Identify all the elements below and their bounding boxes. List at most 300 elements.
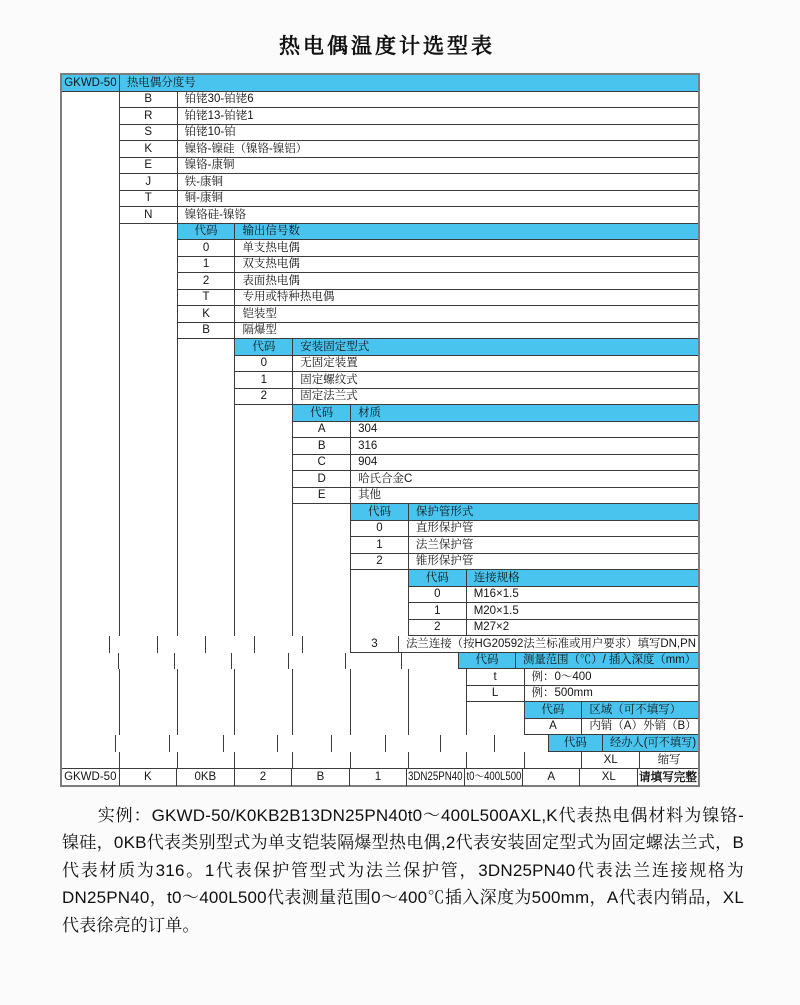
table-row (62, 372, 698, 389)
table-row (62, 306, 698, 323)
example-cell-text: A (547, 771, 556, 784)
indent-cell (467, 702, 525, 719)
desc-cell-text: 法兰保护管 (415, 538, 474, 551)
code-header-cell (409, 570, 467, 587)
code-cell (351, 537, 409, 554)
desc-cell-text: 专用或特种热电偶 (242, 291, 335, 304)
indent-cell (351, 620, 409, 637)
indent-cell (178, 554, 236, 571)
indent-cell (235, 686, 293, 703)
indent-cell (235, 488, 293, 505)
indent-cell (62, 570, 120, 587)
code-cell-text: t (493, 670, 497, 683)
desc-cell (351, 422, 698, 439)
block-header-label-cell-text: 区域（可不填写） (589, 703, 682, 716)
indent-cell (235, 521, 293, 538)
code-cell (120, 108, 178, 125)
desc-cell (467, 620, 698, 637)
block-header-label-cell-text: 测量范围（℃）/ 插入深度（mm） (522, 654, 697, 667)
indent-cell (235, 405, 293, 422)
block-header-row-handler (62, 735, 698, 752)
indent-cell (235, 719, 293, 736)
table-row (62, 752, 698, 769)
code-cell-text: K (144, 142, 153, 155)
indent-cell (178, 620, 236, 637)
block-header-label-cell-text: 连接规格 (473, 571, 520, 584)
indent-cell (120, 471, 178, 488)
block-header-label-cell-text: 安装固定型式 (300, 340, 370, 353)
table-row (62, 273, 698, 290)
desc-cell (409, 554, 698, 571)
desc-cell (178, 92, 698, 109)
desc-cell (178, 158, 698, 175)
block-header-label-cell-text: 输出信号数 (242, 225, 300, 238)
indent-cell (409, 719, 467, 736)
indent-cell (293, 719, 351, 736)
desc-cell (351, 438, 698, 455)
desc-cell (293, 372, 698, 389)
indent-cell (293, 570, 351, 587)
desc-cell (178, 141, 698, 158)
desc-cell-text: 镍铬-康铜 (184, 159, 235, 172)
code-cell (178, 273, 236, 290)
indent-cell (467, 752, 525, 769)
code-cell-text: A (317, 423, 326, 436)
indent-cell (62, 669, 120, 686)
code-header-cell (351, 504, 409, 521)
table-row (62, 389, 698, 406)
block-header-label-cell-text: 材质 (358, 406, 382, 419)
indent-cell (62, 653, 119, 670)
indent-cell (120, 224, 178, 241)
desc-cell-text: 隔爆型 (242, 324, 277, 337)
desc-cell-text: M20×1.5 (473, 604, 519, 617)
desc-cell (640, 752, 698, 769)
code-cell-text: E (317, 489, 326, 502)
code-cell-text: C (317, 456, 326, 469)
table-row (62, 537, 698, 554)
table-row (62, 554, 698, 571)
indent-cell (120, 455, 178, 472)
indent-cell (206, 636, 254, 653)
code-header-cell (293, 405, 351, 422)
table-row (62, 587, 698, 604)
selection-table (60, 73, 700, 787)
desc-cell (582, 719, 698, 736)
indent-cell (255, 636, 303, 653)
indent-cell (332, 735, 386, 752)
desc-cell-text: 锥形保护管 (415, 555, 474, 568)
indent-cell (120, 438, 178, 455)
indent-cell (62, 471, 120, 488)
indent-cell (62, 422, 120, 439)
block-header-row-measuring-range-insertion-depth (62, 653, 698, 670)
block-header-label-cell (467, 570, 698, 587)
code-cell-text: T (202, 291, 210, 304)
indent-cell (62, 141, 120, 158)
indent-cell (293, 521, 351, 538)
code-cell-text: S (144, 126, 153, 139)
indent-cell (120, 537, 178, 554)
indent-cell (120, 554, 178, 571)
table-row (62, 174, 698, 191)
code-cell-text: 1 (202, 258, 210, 271)
code-cell (351, 521, 409, 538)
indent-cell (351, 702, 409, 719)
indent-cell (235, 537, 293, 554)
indent-cell (178, 521, 236, 538)
code-cell (293, 455, 351, 472)
indent-cell (120, 372, 178, 389)
indent-cell (116, 735, 170, 752)
table-row (62, 158, 698, 175)
indent-cell (62, 504, 120, 521)
indent-cell (235, 554, 293, 571)
desc-cell-text: 哈氏合金C (358, 472, 413, 485)
code-cell (235, 356, 293, 373)
table-row (62, 92, 698, 109)
indent-cell (409, 669, 467, 686)
desc-cell-text: 例：500mm (531, 687, 593, 700)
indent-cell (235, 669, 293, 686)
example-cell-text: 2 (259, 771, 267, 784)
block-header-label-cell (582, 702, 698, 719)
indent-cell (178, 752, 236, 769)
indent-cell (293, 537, 351, 554)
code-cell-text: 0 (434, 588, 441, 601)
indent-cell (235, 422, 293, 439)
indent-cell (62, 207, 120, 224)
code-cell (120, 191, 178, 208)
desc-cell-text: 表面热电偶 (242, 274, 300, 287)
indent-cell (293, 620, 351, 637)
code-cell (293, 438, 351, 455)
table-row (62, 521, 698, 538)
desc-cell-text: 单支热电偶 (242, 241, 300, 254)
code-cell-text: 2 (260, 390, 268, 403)
code-header-cell (235, 339, 293, 356)
table-row (62, 141, 698, 158)
indent-cell (289, 653, 346, 670)
indent-cell (120, 603, 178, 620)
indent-cell (120, 323, 178, 340)
code-cell (235, 372, 293, 389)
example-cell-text: XL (601, 771, 616, 784)
block-header-label-cell (351, 405, 698, 422)
code-cell (409, 587, 467, 604)
indent-cell (224, 735, 278, 752)
indent-cell (232, 653, 289, 670)
indent-cell (62, 455, 120, 472)
indent-cell (235, 471, 293, 488)
indent-cell (467, 719, 525, 736)
indent-cell (110, 636, 158, 653)
block-header-row-connection-spec (62, 570, 698, 587)
desc-cell (178, 108, 698, 125)
block-header-row-output-signal-count (62, 224, 698, 241)
code-cell (409, 603, 467, 620)
desc-cell (293, 389, 698, 406)
desc-cell-text: 铂铑10-铂 (184, 126, 236, 139)
indent-cell (120, 570, 178, 587)
indent-cell (178, 587, 236, 604)
indent-cell (178, 339, 236, 356)
indent-cell (120, 669, 178, 686)
indent-cell (62, 438, 120, 455)
desc-cell-text: M27×2 (473, 621, 510, 634)
table-row (62, 719, 698, 736)
indent-cell (120, 339, 178, 356)
indent-cell (62, 752, 120, 769)
table-row (62, 125, 698, 142)
page-title: 热电偶温度计选型表 (279, 35, 495, 58)
example-cell (177, 769, 235, 786)
indent-cell (293, 587, 351, 604)
desc-cell (235, 323, 698, 340)
indent-cell (120, 389, 178, 406)
code-cell (409, 620, 467, 637)
code-cell (120, 174, 178, 191)
code-cell-text: L (491, 687, 499, 700)
table-row (62, 669, 698, 686)
desc-cell (409, 537, 698, 554)
code-cell-text: 2 (376, 555, 383, 568)
table-row (62, 356, 698, 373)
indent-cell (120, 356, 178, 373)
indent-cell (120, 521, 178, 538)
indent-cell (303, 636, 351, 653)
example-code-row (62, 768, 698, 785)
code-header-cell-text: 代码 (563, 736, 587, 749)
desc-cell (351, 488, 698, 505)
indent-cell (62, 191, 120, 208)
indent-cell (120, 702, 178, 719)
table-top-header-row (62, 75, 698, 92)
indent-cell (178, 372, 236, 389)
example-cell (407, 769, 465, 786)
indent-cell (351, 686, 409, 703)
example-cell-text: GKWD-50 (64, 771, 117, 784)
indent-cell (351, 570, 409, 587)
indent-cell (120, 306, 178, 323)
indent-cell (178, 356, 236, 373)
code-header-cell (459, 653, 516, 670)
block-header-label-cell (603, 735, 698, 752)
indent-cell (62, 92, 120, 109)
indent-cell (441, 735, 495, 752)
indent-cell (62, 240, 120, 257)
desc-cell-text: 镍铬-镍硅（镍铬-镍铝） (184, 142, 308, 155)
table-row (62, 290, 698, 307)
indent-cell (351, 752, 409, 769)
desc-cell-text: 例：0～400 (531, 670, 592, 683)
desc-cell-text: 铂铑13-铂铑1 (184, 109, 254, 122)
code-cell (351, 554, 409, 571)
example-cell (523, 769, 581, 786)
indent-cell (62, 174, 120, 191)
code-cell-text: 0 (202, 241, 210, 254)
code-cell (120, 141, 178, 158)
indent-cell (62, 158, 120, 175)
code-header-cell-text: 代码 (475, 654, 499, 667)
indent-cell (120, 686, 178, 703)
desc-cell (351, 471, 698, 488)
indent-cell (178, 719, 236, 736)
code-cell-text: B (317, 439, 326, 452)
indent-cell (62, 125, 120, 142)
code-cell (178, 240, 236, 257)
code-cell (178, 290, 236, 307)
desc-cell (178, 125, 698, 142)
code-cell-text: 0 (376, 522, 383, 535)
indent-cell (409, 686, 467, 703)
desc-cell-text: 316 (358, 439, 378, 452)
desc-cell (525, 669, 699, 686)
code-cell-text: 2 (434, 621, 441, 634)
complete-note-cell (638, 769, 698, 786)
example-cell-text: t0～400L500 (466, 771, 521, 784)
table-row (62, 455, 698, 472)
code-cell-text: A (549, 720, 557, 733)
indent-cell (178, 669, 236, 686)
indent-cell (178, 702, 236, 719)
block-header-row-protection-tube-form (62, 504, 698, 521)
example-cell (235, 769, 293, 786)
desc-cell-text: 铜-康铜 (184, 192, 223, 205)
indent-cell (178, 570, 236, 587)
desc-cell (178, 174, 698, 191)
indent-cell (293, 554, 351, 571)
indent-cell (409, 702, 467, 719)
indent-cell (62, 306, 120, 323)
indent-cell (235, 455, 293, 472)
example-cell (62, 769, 120, 786)
code-cell-text: 1 (260, 373, 268, 386)
table-row (62, 207, 698, 224)
indent-cell (402, 653, 459, 670)
table-row (62, 620, 698, 637)
desc-cell-text: 法兰连接（按HG20592法兰标准或用户要求）填写DN,PN (405, 637, 696, 650)
top-header-label-cell-text: 热电偶分度号 (126, 76, 196, 89)
indent-cell (62, 537, 120, 554)
table-row (62, 438, 698, 455)
indent-cell (120, 620, 178, 637)
indent-cell (293, 504, 351, 521)
example-cell (120, 769, 178, 786)
code-cell-text: N (144, 208, 153, 221)
indent-cell (62, 521, 120, 538)
desc-cell (235, 240, 698, 257)
indent-cell (62, 224, 120, 241)
code-cell (178, 323, 236, 340)
indent-cell (235, 702, 293, 719)
indent-cell (525, 752, 583, 769)
indent-cell (62, 702, 120, 719)
code-cell-text: K (202, 307, 210, 320)
page (0, 30, 800, 1005)
indent-cell (62, 257, 120, 274)
desc-cell-text: 直形保护管 (415, 522, 474, 535)
desc-cell (409, 521, 698, 538)
desc-cell (235, 273, 698, 290)
code-cell-text: J (145, 175, 152, 188)
code-cell-text: B (144, 93, 153, 106)
indent-cell (293, 752, 351, 769)
example-cell (465, 769, 523, 786)
indent-cell (62, 587, 120, 604)
table-row (62, 323, 698, 340)
code-cell (178, 257, 236, 274)
block-header-row-mounting-fixing-type (62, 339, 698, 356)
desc-cell-text: 缩写 (657, 753, 681, 766)
indent-cell (278, 735, 332, 752)
desc-cell (351, 455, 698, 472)
code-cell (351, 636, 399, 653)
indent-cell (293, 603, 351, 620)
code-header-cell (525, 702, 583, 719)
indent-cell (120, 240, 178, 257)
desc-cell-text: 304 (358, 423, 378, 436)
desc-cell (525, 686, 699, 703)
indent-cell (293, 686, 351, 703)
block-header-label-cell (293, 339, 698, 356)
table-row (62, 240, 698, 257)
model-cell (62, 75, 120, 92)
code-cell (120, 125, 178, 142)
code-cell-text: T (144, 192, 152, 205)
desc-cell (293, 356, 698, 373)
indent-cell (120, 290, 178, 307)
indent-cell (62, 372, 120, 389)
code-cell (120, 158, 178, 175)
code-header-cell (178, 224, 236, 241)
desc-cell (467, 587, 698, 604)
indent-cell (178, 389, 236, 406)
indent-cell (120, 752, 178, 769)
desc-cell (178, 191, 698, 208)
code-cell (293, 488, 351, 505)
desc-cell (235, 257, 698, 274)
block-header-label-cell-text: 保护管形式 (415, 505, 474, 518)
indent-cell (409, 752, 467, 769)
code-cell (178, 306, 236, 323)
desc-cell (467, 603, 698, 620)
desc-cell-text: 铠装型 (242, 307, 277, 320)
table-row (62, 686, 698, 703)
desc-cell-text: 固定法兰式 (300, 390, 358, 403)
indent-cell (351, 669, 409, 686)
code-cell (293, 422, 351, 439)
indent-cell (62, 339, 120, 356)
desc-cell-text: 铁-康铜 (184, 175, 223, 188)
indent-cell (178, 686, 236, 703)
code-cell (582, 752, 640, 769)
desc-cell-text: M16×1.5 (473, 588, 519, 601)
indent-cell (62, 108, 120, 125)
indent-cell (120, 257, 178, 274)
code-header-cell-text: 代码 (194, 225, 218, 238)
desc-cell-text: 固定螺纹式 (300, 373, 358, 386)
table-row (62, 636, 698, 653)
code-cell-text: R (144, 109, 153, 122)
example-cell-text: 3DN25PN40 (408, 771, 464, 784)
indent-cell (62, 273, 120, 290)
code-header-cell (549, 735, 603, 752)
desc-cell-text: 双支热电偶 (242, 258, 300, 271)
example-cell-text: K (143, 771, 152, 784)
code-cell-text: E (144, 159, 153, 172)
indent-cell (495, 735, 549, 752)
